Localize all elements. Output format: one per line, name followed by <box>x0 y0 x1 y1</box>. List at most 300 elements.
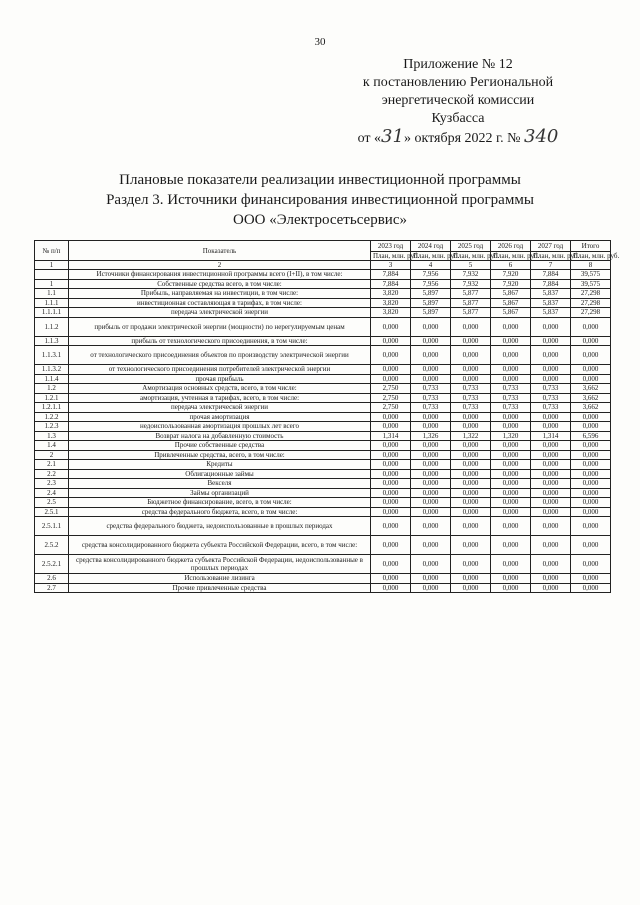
row-num: 2.2 <box>35 469 69 479</box>
row-value: 0,000 <box>411 441 451 451</box>
row-value: 5,877 <box>451 308 491 318</box>
row-value: 0,000 <box>411 450 451 460</box>
row-value: 0,000 <box>491 336 531 346</box>
row-value: 0,000 <box>531 412 571 422</box>
row-value: 0,733 <box>451 384 491 394</box>
row-value: 7,884 <box>371 279 411 289</box>
row-value: 0,000 <box>371 460 411 470</box>
row-value: 0,000 <box>491 317 531 336</box>
row-num: 1 <box>35 279 69 289</box>
row-total: 0,000 <box>571 441 611 451</box>
row-value: 0,000 <box>491 469 531 479</box>
header-year: 2027 год <box>531 241 571 252</box>
header-unit: План, млн. руб. <box>491 252 531 261</box>
row-value: 1,326 <box>411 431 451 441</box>
table-row <box>35 479 611 489</box>
row-label: Прочие собственные средства <box>69 441 371 451</box>
row-value: 0,000 <box>531 460 571 470</box>
row-total: 0,000 <box>571 460 611 470</box>
row-value: 0,733 <box>411 403 451 413</box>
row-value: 0,000 <box>371 507 411 517</box>
row-value: 0,000 <box>371 555 411 574</box>
row-value: 0,000 <box>491 441 531 451</box>
table-row <box>35 536 611 555</box>
row-value: 0,000 <box>451 517 491 536</box>
row-label: Возврат налога на добавленную стоимость <box>69 431 371 441</box>
row-value: 7,956 <box>411 279 451 289</box>
table-row <box>35 374 611 384</box>
row-value: 0,000 <box>371 574 411 584</box>
row-num: 1.3 <box>35 431 69 441</box>
row-label: средства федерального бюджета, недоиспользованные в прошлых периодах <box>69 517 371 536</box>
row-num: 2.6 <box>35 574 69 584</box>
row-value: 0,000 <box>371 346 411 365</box>
appendix-line3: энергетической комиссии <box>381 93 535 108</box>
row-num: 1.1.3 <box>35 336 69 346</box>
row-total: 27,298 <box>571 289 611 299</box>
row-value: 0,000 <box>491 374 531 384</box>
title-line3: ООО «Электросетьсервис» <box>233 212 407 228</box>
row-value: 0,000 <box>491 574 531 584</box>
row-num: 1.1.4 <box>35 374 69 384</box>
row-value: 0,733 <box>491 384 531 394</box>
header-unit: План, млн. руб. <box>571 252 611 261</box>
row-total: 0,000 <box>571 517 611 536</box>
row-value: 5,837 <box>531 298 571 308</box>
row-num: 2.4 <box>35 488 69 498</box>
table-row <box>35 507 611 517</box>
row-total: 0,000 <box>571 412 611 422</box>
row-value: 0,000 <box>411 317 451 336</box>
row-value: 0,000 <box>451 498 491 508</box>
row-value: 5,897 <box>411 298 451 308</box>
table-row <box>35 308 611 318</box>
row-value: 7,920 <box>491 279 531 289</box>
row-value: 0,000 <box>531 498 571 508</box>
table-row <box>35 422 611 432</box>
row-label: Прибыль, направляемая на инвестиции, в том числе: <box>69 289 371 299</box>
table-row <box>35 469 611 479</box>
row-value: 0,000 <box>491 498 531 508</box>
date-day: 31 <box>381 126 404 147</box>
document-title <box>0 170 640 230</box>
row-label: прочая амортизация <box>69 412 371 422</box>
row-value: 0,000 <box>371 517 411 536</box>
col-index: 2 <box>69 261 371 270</box>
row-num: 1.2.3 <box>35 422 69 432</box>
row-value: 0,000 <box>531 536 571 555</box>
row-value: 0,000 <box>531 574 571 584</box>
row-value: 0,000 <box>451 460 491 470</box>
col-index: 5 <box>451 261 491 270</box>
row-value: 5,897 <box>411 289 451 299</box>
header-num: № п/п <box>35 241 69 261</box>
row-value: 0,000 <box>371 536 411 555</box>
row-label: от технологического присоединения потребителей электрической энергии <box>69 365 371 375</box>
row-value: 0,000 <box>371 488 411 498</box>
header-unit: План, млн. руб. <box>411 252 451 261</box>
row-value: 3,820 <box>371 308 411 318</box>
row-total: 0,000 <box>571 365 611 375</box>
row-value: 0,000 <box>411 374 451 384</box>
table-row <box>35 555 611 574</box>
table-row <box>35 365 611 375</box>
row-value: 5,837 <box>531 289 571 299</box>
row-label: Займы организаций <box>69 488 371 498</box>
row-value: 0,000 <box>371 450 411 460</box>
table-row <box>35 441 611 451</box>
table-row <box>35 460 611 470</box>
table-row <box>35 336 611 346</box>
row-total: 0,000 <box>571 336 611 346</box>
row-value: 0,000 <box>451 536 491 555</box>
title-line1: Плановые показатели реализации инвестиционной программы <box>119 172 521 188</box>
title-line2: Раздел 3. Источники финансирования инвестиционной программы <box>106 192 534 208</box>
row-total: 0,000 <box>571 507 611 517</box>
row-num: 2.5.1 <box>35 507 69 517</box>
row-value: 0,000 <box>411 517 451 536</box>
header-row-indices <box>35 261 611 270</box>
header-row-years <box>35 241 611 252</box>
row-value: 0,000 <box>411 536 451 555</box>
row-value: 0,000 <box>451 422 491 432</box>
row-total: 0,000 <box>571 479 611 489</box>
row-value: 0,000 <box>371 412 411 422</box>
row-value: 0,000 <box>371 422 411 432</box>
row-label: недоиспользованная амортизация прошлых лет всего <box>69 422 371 432</box>
row-value: 0,733 <box>451 393 491 403</box>
decree-number: 340 <box>524 126 559 147</box>
row-value: 0,000 <box>491 536 531 555</box>
row-value: 0,000 <box>411 583 451 593</box>
appendix-line1: Приложение № 12 <box>403 57 513 72</box>
row-total: 0,000 <box>571 574 611 584</box>
row-num: 2.5.1.1 <box>35 517 69 536</box>
row-label: средства консолидированного бюджета субъекта Российской Федерации, недоиспользованные в прошлых периодах <box>69 555 371 574</box>
row-value: 7,884 <box>531 270 571 280</box>
row-value: 1,314 <box>371 431 411 441</box>
table-row <box>35 289 611 299</box>
row-num: 1.1.3.1 <box>35 346 69 365</box>
header-year: 2024 год <box>411 241 451 252</box>
row-value: 0,000 <box>491 488 531 498</box>
row-num: 1.2 <box>35 384 69 394</box>
row-label: амортизация, учтенная в тарифах, всего, в том числе: <box>69 393 371 403</box>
row-value: 7,956 <box>411 270 451 280</box>
row-value: 0,000 <box>531 479 571 489</box>
row-value: 0,000 <box>371 317 411 336</box>
table-row <box>35 488 611 498</box>
row-total: 0,000 <box>571 555 611 574</box>
row-value: 0,000 <box>451 507 491 517</box>
header-indicator: Показатель <box>69 241 371 261</box>
row-value: 5,867 <box>491 298 531 308</box>
table-row <box>35 412 611 422</box>
row-value: 0,000 <box>411 365 451 375</box>
appendix-date <box>338 128 578 148</box>
row-num: 1.4 <box>35 441 69 451</box>
row-label: средства федерального бюджета, всего, в том числе: <box>69 507 371 517</box>
table-row <box>35 574 611 584</box>
table-body <box>35 270 611 593</box>
row-value: 5,867 <box>491 289 531 299</box>
row-label: Источники финансирования инвестиционной программы всего (I+II), в том числе: <box>69 270 371 280</box>
row-value: 0,000 <box>531 374 571 384</box>
row-value: 1,322 <box>451 431 491 441</box>
row-value: 0,000 <box>531 450 571 460</box>
row-value: 0,733 <box>491 403 531 413</box>
row-total: 0,000 <box>571 469 611 479</box>
row-value: 0,000 <box>491 555 531 574</box>
row-value: 0,000 <box>411 488 451 498</box>
row-total: 0,000 <box>571 422 611 432</box>
row-value: 0,000 <box>371 469 411 479</box>
row-total: 3,662 <box>571 393 611 403</box>
row-total: 0,000 <box>571 450 611 460</box>
row-num: 2.3 <box>35 479 69 489</box>
table-row <box>35 403 611 413</box>
row-value: 0,000 <box>531 317 571 336</box>
header-unit: План, млн. руб. <box>451 252 491 261</box>
row-value: 0,000 <box>531 488 571 498</box>
row-total: 0,000 <box>571 498 611 508</box>
row-label: прочая прибыль <box>69 374 371 384</box>
row-value: 0,733 <box>491 393 531 403</box>
table-row <box>35 431 611 441</box>
row-num: 1.2.1 <box>35 393 69 403</box>
row-value: 5,837 <box>531 308 571 318</box>
header-year: 2023 год <box>371 241 411 252</box>
row-value: 0,000 <box>411 469 451 479</box>
row-value: 0,733 <box>531 393 571 403</box>
row-value: 0,000 <box>531 441 571 451</box>
row-num: 1.1.1 <box>35 298 69 308</box>
header-unit: План, млн. руб. <box>371 252 411 261</box>
row-value: 5,877 <box>451 298 491 308</box>
row-value: 0,000 <box>451 488 491 498</box>
row-value: 0,000 <box>451 583 491 593</box>
row-value: 0,000 <box>371 498 411 508</box>
row-value: 0,000 <box>491 460 531 470</box>
row-value: 0,000 <box>531 346 571 365</box>
row-value: 1,320 <box>491 431 531 441</box>
table-row <box>35 279 611 289</box>
row-num: 1.2.1.1 <box>35 403 69 413</box>
row-total: 27,298 <box>571 298 611 308</box>
row-value: 0,000 <box>371 365 411 375</box>
header-total: Итого <box>571 241 611 252</box>
row-value: 0,000 <box>411 479 451 489</box>
table-row <box>35 450 611 460</box>
page-number: 30 <box>314 36 326 48</box>
row-value: 7,884 <box>531 279 571 289</box>
table-row <box>35 346 611 365</box>
row-value: 0,000 <box>491 517 531 536</box>
row-total: 39,575 <box>571 279 611 289</box>
row-num <box>35 270 69 280</box>
appendix-block <box>338 56 578 148</box>
row-label: Облигационные займы <box>69 469 371 479</box>
row-num: 1.1 <box>35 289 69 299</box>
row-value: 0,733 <box>411 384 451 394</box>
table-row <box>35 384 611 394</box>
row-value: 0,000 <box>491 346 531 365</box>
row-value: 0,733 <box>451 403 491 413</box>
row-value: 0,000 <box>411 574 451 584</box>
row-value: 0,000 <box>451 374 491 384</box>
row-value: 0,000 <box>451 441 491 451</box>
row-value: 0,000 <box>371 336 411 346</box>
row-value: 0,000 <box>531 422 571 432</box>
row-label: Прочие привлеченные средства <box>69 583 371 593</box>
row-total: 0,000 <box>571 488 611 498</box>
row-value: 0,000 <box>411 498 451 508</box>
row-value: 0,000 <box>411 412 451 422</box>
row-label: Привлеченные средства, всего, в том числе: <box>69 450 371 460</box>
row-value: 7,884 <box>371 270 411 280</box>
row-value: 0,000 <box>371 583 411 593</box>
row-value: 0,000 <box>531 583 571 593</box>
row-value: 0,000 <box>371 479 411 489</box>
table-row <box>35 393 611 403</box>
row-value: 0,000 <box>491 583 531 593</box>
row-value: 0,000 <box>451 469 491 479</box>
row-value: 0,000 <box>411 507 451 517</box>
row-value: 0,000 <box>531 517 571 536</box>
row-value: 0,000 <box>531 507 571 517</box>
row-label: от технологического присоединения объектов по производству электрической энергии <box>69 346 371 365</box>
table-row <box>35 517 611 536</box>
row-num: 2.5.2 <box>35 536 69 555</box>
row-num: 1.2.2 <box>35 412 69 422</box>
table-row <box>35 317 611 336</box>
row-total: 6,596 <box>571 431 611 441</box>
row-label: Кредиты <box>69 460 371 470</box>
row-value: 0,000 <box>451 336 491 346</box>
date-prefix: от « <box>357 131 382 146</box>
row-label: Использование лизинга <box>69 574 371 584</box>
row-value: 0,000 <box>371 374 411 384</box>
table-row <box>35 498 611 508</box>
row-total: 0,000 <box>571 536 611 555</box>
table-row <box>35 583 611 593</box>
row-value: 0,000 <box>451 574 491 584</box>
row-value: 1,314 <box>531 431 571 441</box>
col-index: 8 <box>571 261 611 270</box>
row-value: 0,733 <box>531 403 571 413</box>
row-num: 2.7 <box>35 583 69 593</box>
row-value: 0,000 <box>411 460 451 470</box>
col-index: 6 <box>491 261 531 270</box>
col-index: 3 <box>371 261 411 270</box>
row-value: 0,000 <box>451 317 491 336</box>
row-value: 0,000 <box>411 336 451 346</box>
row-value: 0,000 <box>491 450 531 460</box>
table-row <box>35 270 611 280</box>
row-value: 0,000 <box>371 441 411 451</box>
col-index: 4 <box>411 261 451 270</box>
header-unit: План, млн. руб. <box>531 252 571 261</box>
row-value: 3,820 <box>371 298 411 308</box>
row-num: 2.5.2.1 <box>35 555 69 574</box>
row-num: 2 <box>35 450 69 460</box>
row-value: 0,000 <box>491 365 531 375</box>
date-mid: » октября 2022 г. № <box>403 131 521 146</box>
row-value: 0,000 <box>411 346 451 365</box>
appendix-line2: к постановлению Региональной <box>362 75 554 90</box>
row-total: 0,000 <box>571 317 611 336</box>
row-value: 7,932 <box>451 270 491 280</box>
row-label: средства консолидированного бюджета субъекта Российской Федерации, всего, в том числе: <box>69 536 371 555</box>
row-value: 0,000 <box>491 479 531 489</box>
row-value: 7,920 <box>491 270 531 280</box>
row-value: 0,000 <box>531 336 571 346</box>
col-index: 7 <box>531 261 571 270</box>
row-total: 39,575 <box>571 270 611 280</box>
row-num: 2.1 <box>35 460 69 470</box>
row-total: 0,000 <box>571 374 611 384</box>
row-label: инвестиционная составляющая в тарифах, в том числе: <box>69 298 371 308</box>
row-value: 2,750 <box>371 403 411 413</box>
row-label: Амортизация основных средств, всего, в том числе: <box>69 384 371 394</box>
row-value: 0,000 <box>491 412 531 422</box>
row-value: 5,867 <box>491 308 531 318</box>
row-value: 0,733 <box>411 393 451 403</box>
row-label: передача электрической энергии <box>69 403 371 413</box>
row-label: Векселя <box>69 479 371 489</box>
row-total: 0,000 <box>571 583 611 593</box>
row-label: Собственные средства всего, в том числе: <box>69 279 371 289</box>
row-num: 1.1.1.1 <box>35 308 69 318</box>
row-value: 0,000 <box>491 422 531 432</box>
row-total: 27,298 <box>571 308 611 318</box>
row-total: 3,662 <box>571 403 611 413</box>
row-value: 0,000 <box>451 412 491 422</box>
row-total: 0,000 <box>571 346 611 365</box>
row-value: 0,000 <box>451 555 491 574</box>
row-num: 1.1.3.2 <box>35 365 69 375</box>
row-value: 5,897 <box>411 308 451 318</box>
row-value: 7,932 <box>451 279 491 289</box>
row-label: прибыль от продажи электрической энергии (мощности) по нерегулируемым ценам <box>69 317 371 336</box>
row-value: 2,750 <box>371 384 411 394</box>
table-row <box>35 298 611 308</box>
row-label: прибыль от технологического присоединения, в том числе: <box>69 336 371 346</box>
row-label: передача электрической энергии <box>69 308 371 318</box>
row-value: 3,820 <box>371 289 411 299</box>
row-value: 0,000 <box>531 365 571 375</box>
row-num: 2.5 <box>35 498 69 508</box>
row-value: 0,000 <box>451 346 491 365</box>
col-index: 1 <box>35 261 69 270</box>
row-label: Бюджетное финансирование, всего, в том числе: <box>69 498 371 508</box>
row-value: 5,877 <box>451 289 491 299</box>
row-value: 0,000 <box>451 450 491 460</box>
row-total: 3,662 <box>571 384 611 394</box>
row-value: 0,000 <box>531 469 571 479</box>
row-value: 2,750 <box>371 393 411 403</box>
row-num: 1.1.2 <box>35 317 69 336</box>
row-value: 0,000 <box>491 507 531 517</box>
header-year: 2026 год <box>491 241 531 252</box>
row-value: 0,000 <box>531 555 571 574</box>
row-value: 0,733 <box>531 384 571 394</box>
row-value: 0,000 <box>411 555 451 574</box>
header-year: 2025 год <box>451 241 491 252</box>
row-value: 0,000 <box>451 479 491 489</box>
financing-table <box>34 240 620 593</box>
row-value: 0,000 <box>451 365 491 375</box>
